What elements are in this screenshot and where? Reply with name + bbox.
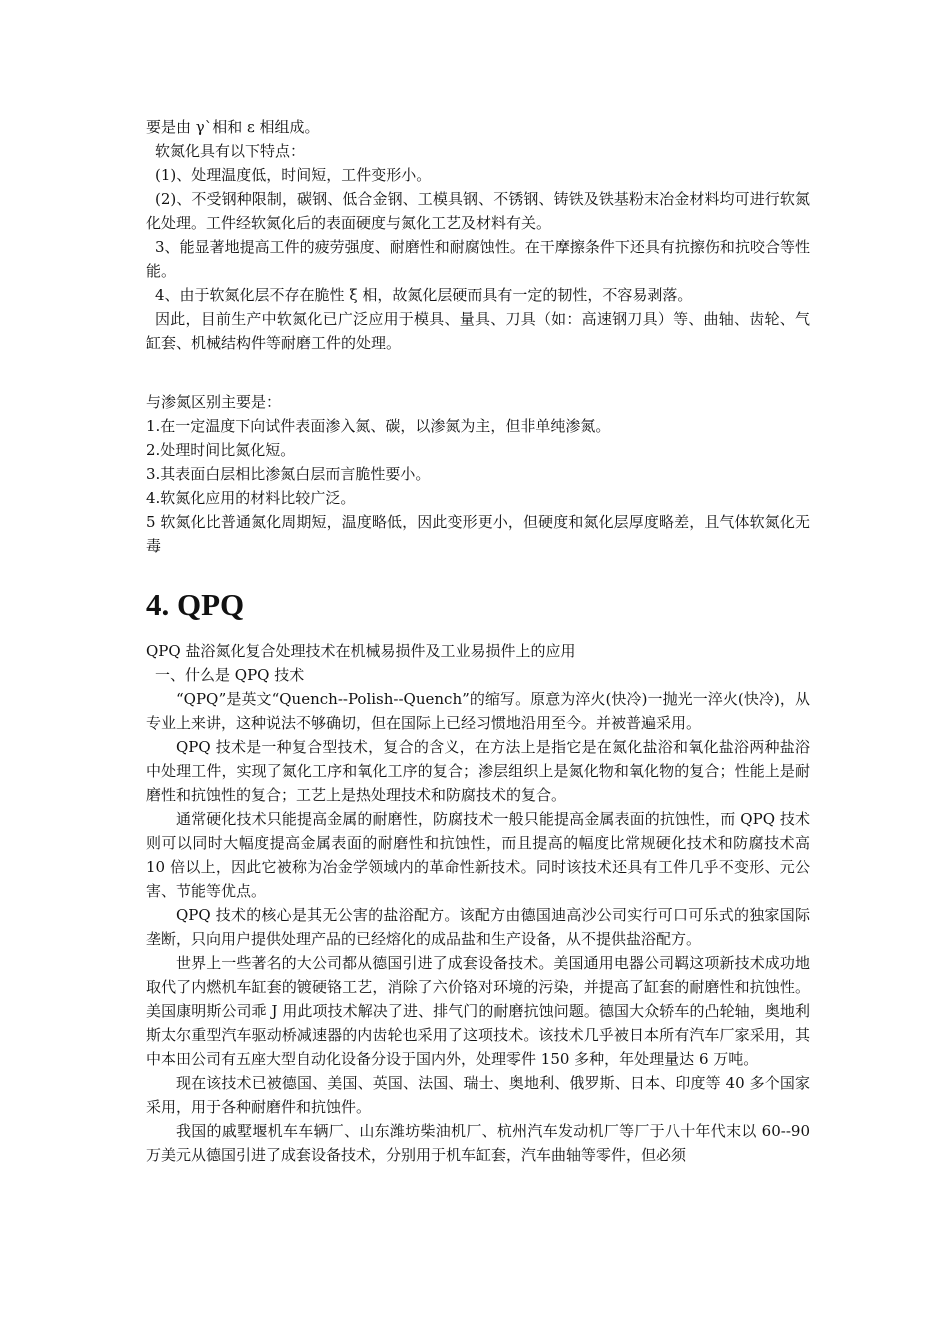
difference-section [146,390,810,558]
section-heading: 4. QPQ [146,587,245,622]
qpq-paragraph: 世界上一些著名的大公司都从德国引进了成套设备技术。美国通用电器公司羁这项新技术成功地取代了内燃机车缸套的镀硬铬工艺，消除了六价铬对环境的污染，并提高了缸套的耐磨性和抗蚀性。美国康明斯公司乖 J 用此项技术解决了进、排气门的耐磨抗蚀问题。德国大众轿车的凸轮轴，奥地利斯太尔重型汽车驱动桥减速器的内齿轮也采用了这项技术。该技术几乎被日本所有汽车厂家采用，其中本田公司有五座大型自动化设备分设于国内外，处理零件 150 多种，年处理量达 6 万吨。 [146,954,810,1068]
qpq-paragraph: 通常硬化技术只能提高金属的耐磨性，防腐技术一般只能提高金属表面的抗蚀性，而 QPQ 技术则可以同时大幅度提高金属表面的耐磨性和抗蚀性，而且提高的幅度比常规硬化技术和防腐技术高 10 倍以上，因此它被称为冶金学领域内的革命性新技术。同时该技术还具有工件几乎不变形、元公害、节能等优点。 [146,810,810,900]
qpq-section [146,585,810,625]
qpq-subheading: 一、什么是 QPQ 技术 [155,666,305,684]
feature-item: 3、能显著地提高工件的疲劳强度、耐磨性和耐腐蚀性。在干摩擦条件下还具有抗擦伤和抗咬合等性能。 [146,238,810,280]
feature-item: (2)、不受钢种限制，碳钢、低合金钢、工模具钢、不锈钢、铸铁及铁基粉末冶金材料均可进行软氮化处理。工件经软氮化后的表面硬度与氮化工艺及材料有关。 [146,190,810,232]
difference-item: 5 软氮化比普通氮化周期短，温度略低，因此变形更小，但硬度和氮化层厚度略差，且气体软氮化无毒 [146,513,810,555]
soft-nitriding-section [146,115,810,355]
features-title: 软氮化具有以下特点： [155,142,306,160]
feature-item: 因此，目前生产中软氮化已广泛应用于模具、量具、刀具（如：高速钢刀具）等、曲轴、齿轮、气缸套、机械结构件等耐磨工件的处理。 [146,310,810,352]
qpq-paragraph: “QPQ”是英文“Quench--Polish--Quench”的缩写。原意为淬火(快冷)一抛光一淬火(快冷)，从专业上来讲，这种说法不够确切，但在国际上已经习惯地沿用至今。并被普遍采用。 [146,690,810,732]
feature-item: 4、由于软氮化层不存在脆性 ξ 相，故氮化层硬而具有一定的韧性，不容易剥落。 [155,286,693,304]
qpq-body [146,639,810,1167]
difference-item: 4.软氮化应用的材料比较广泛。 [146,489,356,507]
difference-item: 3.其表面白层相比渗氮白层而言脆性要小。 [146,465,431,483]
qpq-paragraph: 现在该技术已被德国、美国、英国、法国、瑞士、奥地利、俄罗斯、日本、印度等 40 多个国家采用，用于各种耐磨件和抗蚀件。 [146,1074,810,1116]
qpq-paragraph: 我国的戚墅堰机车车辆厂、山东潍坊柴油机厂、杭州汽车发动机厂等厂于八十年代末以 60--90 万美元从德国引进了成套设备技术，分别用于机车缸套，汽车曲轴等零件，但必须 [146,1122,810,1164]
difference-item: 1.在一定温度下向试件表面渗入氮、碳，以渗氮为主，但非单纯渗氮。 [146,417,611,435]
difference-item: 2.处理时间比氮化短。 [146,441,296,459]
feature-item: (1)、处理温度低，时间短，工件变形小。 [155,166,432,184]
intro-line: 要是由 γ`相和 ε 相组成。 [146,118,320,136]
qpq-paragraph: QPQ 技术的核心是其无公害的盐浴配方。该配方由德国迪高沙公司实行可口可乐式的独家国际垄断，只向用户提供处理产品的已经熔化的成品盐和生产设备，从不提供盐浴配方。 [146,906,810,948]
qpq-subtitle: QPQ 盐浴氮化复合处理技术在机械易损件及工业易损件上的应用 [146,642,576,660]
qpq-paragraph: QPQ 技术是一种复合型技术，复合的含义，在方法上是指它是在氮化盐浴和氧化盐浴两种盐浴中处理工件，实现了氮化工序和氧化工序的复合；渗层组织上是氮化物和氧化物的复合；性能上是耐磨性和抗蚀性的复合；工艺上是热处理技术和防腐技术的复合。 [146,738,810,804]
difference-title: 与渗氮区别主要是： [146,393,282,411]
